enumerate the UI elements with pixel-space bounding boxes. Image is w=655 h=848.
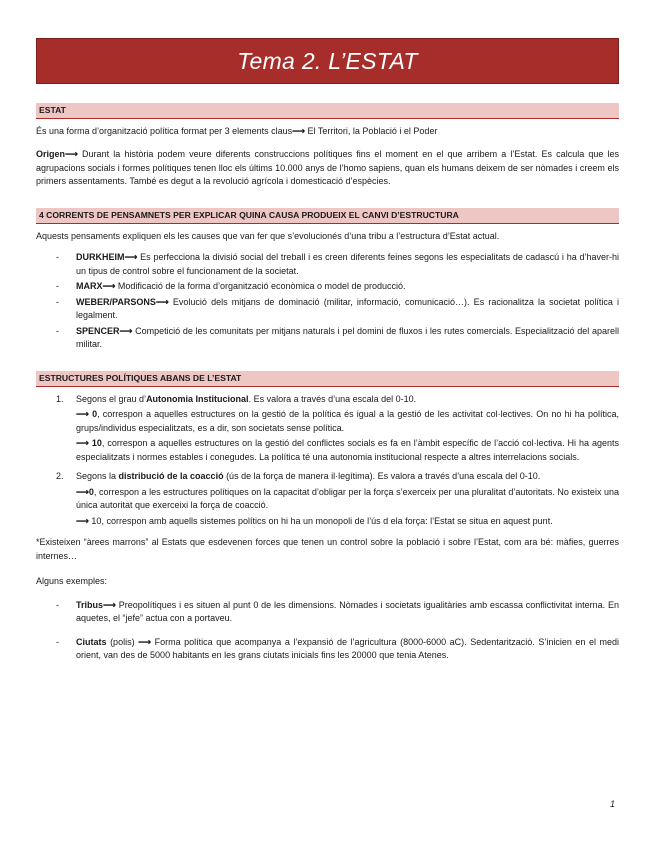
item-text: Segons la: [76, 471, 119, 482]
item-text: Competició de les comunitats per mitjans naturals i pel domini de fluxos i les rutes comercials. Especialització del aparell militar.: [76, 325, 619, 350]
item-text: Es perfecciona la divisió social del treball i es creen diferents feines segons les especialitats de cadascú i ha d’haver-hi un tipus de control sobre el funcionament de la societat.: [76, 252, 619, 276]
item-text: Preopolítiques i es situen al punt 0 de les dimensions. Nòmades i societats igualitàries amb escassa conflictivitat interna. En aquetes, el “jefe” actua con a portaveu.: [76, 599, 619, 624]
list-item: - DURKHEIM⟶ Es perfecciona la divisió social del treball i es creen diferents feines segons les especialitats de cadascú i ha d’haver-hi un tipus de control sobre el funcionament de la societat.: [56, 252, 619, 276]
corrents-intro: Aquests pensaments expliquen els les causes que van fer que s’evolucionés d’una tribu a l’estructura d’Estat actual.: [36, 230, 500, 241]
estat-intro: [36, 125, 619, 139]
list-item: - WEBER/PARSONS⟶ Evolució dels mitjans de dominació (militar, informació, comunicació…). Es racionalitza la societat política i legalment.: [56, 296, 619, 321]
sub-item: [76, 408, 619, 435]
arrow-icon: ⟶: [76, 409, 89, 420]
arrow-icon: ⟶: [124, 252, 138, 263]
estat-intro-rest: El Territori, la Població i el Poder: [305, 125, 438, 136]
arrow-icon: ⟶: [119, 325, 133, 336]
item-number: 1.: [56, 393, 64, 404]
sub-lead: 10: [91, 515, 102, 526]
list-item: - Ciutats (polis) ⟶ Forma política que acompanya a l’expansió de l’agricultura (8000-6000 aC). Sedentarització. S’inicien en el medi orient, van des de 5000 habitants en les grans ciutats inicials fins les 20000 que tenia Atenes.: [56, 636, 619, 661]
item-label: Tribus: [76, 599, 104, 610]
arrow-icon: ⟶: [103, 599, 116, 610]
origen-text: Durant la història podem veure diferents construccions polítiques fins el moment en el que arribem a l’Estat. Es calcula que les agrupacions socials i formes polítiques tenen lloc els últims 10.000 anys de l’homo sapiens, quan els humans deixem de ser nòmades i creem els primers assentaments. També es degut a la revolució agrícola i domesticació d’espècies.: [36, 149, 619, 187]
item-text: Modificació de la forma d’organització econòmica o model de producció.: [115, 281, 406, 292]
item-label: DURKHEIM: [76, 252, 125, 263]
estat-intro-text: És una forma d’organització política format per 3 elements claus: [36, 125, 293, 136]
sub-item: [76, 437, 619, 464]
list-item: - Tribus⟶ Preopolítiques i es situen al punt 0 de les dimensions. Nòmades i societats igualitàries amb escassa conflictivitat interna. En aquetes, el “jefe” actua con a portaveu.: [56, 599, 619, 624]
item-label: Ciutats: [76, 636, 107, 647]
estructures-list: [36, 393, 619, 529]
examples-label: Alguns exemples:: [36, 576, 108, 587]
item-label: MARX: [76, 281, 103, 292]
list-item: [36, 393, 619, 465]
item-label: WEBER/PARSONS: [76, 296, 156, 307]
section-header-estat: ESTAT: [36, 103, 619, 119]
sub-text: , correspon a aquelles estructures on la gestió del conflictes socials es fa en l’àmbit específic de l’acció col·lectiva. Hi ha agents especialitzats i normes estables i conegudes. La política té una autonomia institucional respecte a altres interrelacions socials.: [76, 438, 619, 462]
arrow-icon: ⟶: [292, 125, 306, 136]
item-text: Evolució dels mitjans de dominació (militar, informació, comunicació…). Es racionalitza la societat política i legalment.: [76, 296, 619, 321]
arrow-icon: ⟶: [102, 281, 116, 292]
list-item: [36, 470, 619, 528]
arrow-icon: ⟶: [65, 149, 78, 160]
sub-lead: 0: [92, 409, 98, 420]
origen-paragraph: [36, 148, 619, 189]
item-label: Autonomia Institucional: [146, 393, 249, 404]
page-number: 1: [609, 799, 615, 809]
item-label: distribució de la coacció: [118, 471, 224, 482]
arrow-icon: ⟶: [155, 296, 169, 307]
arrow-icon: ⟶: [138, 636, 152, 647]
examples-list: [36, 599, 619, 663]
document-page: [36, 38, 619, 665]
sub-item: [76, 486, 619, 513]
page-title: Tema 2. L’ESTAT: [36, 38, 619, 84]
note-paragraph: *Existeixen “àrees marrons” al Estats que esdevenen forces que tenen un control sobre la població i sobre l’Estat, com ara bé: màfies, guerres internes…: [36, 537, 619, 561]
item-mid: (polis): [106, 636, 139, 647]
list-item: - MARX⟶ Modificació de la forma d’organització econòmica o model de producció.: [56, 281, 406, 292]
arrow-icon: ⟶: [76, 438, 89, 449]
arrow-icon: ⟶: [76, 486, 89, 497]
item-label: SPENCER: [76, 325, 120, 336]
item-text: Forma política que acompanya a l’expansió de l’agricultura (8000-6000 aC). Sedentarització. S’inicien en el medi orient, van des de 5000 habitants en les grans ciutats inicials fins les 20000 que tenia Atenes.: [76, 636, 619, 661]
sub-lead: 0: [88, 486, 94, 497]
arrow-icon: ⟶: [76, 515, 89, 526]
section-header-corrents: 4 CORRENTS DE PENSAMNETS PER EXPLICAR QUINA CAUSA PRODUEIX EL CANVI D’ESTRUCTURA: [36, 208, 619, 224]
sub-text: , correspon a aquelles estructures on la gestió de la política és igual a la gestió de les activitat col·lectives. On no hi ha política, grups/individus especialitzats, es a dir, son societats sense política.: [76, 409, 619, 433]
origen-label: Origen: [36, 149, 66, 160]
item-text: (ús de la força de manera il·legítima). Es valora a través d’una escala del 0-10.: [223, 471, 541, 482]
sub-item: [76, 515, 619, 529]
sub-text: , correspon amb aquells sistemes polítics on hi ha un monopoli de l’ús d ela força: l’Estat se situa en aquest punt.: [101, 515, 553, 526]
sub-lead: 10: [91, 438, 102, 449]
list-item: - SPENCER⟶ Competició de les comunitats per mitjans naturals i pel domini de fluxos i les rutes comercials. Especialització del aparell militar.: [56, 325, 619, 350]
item-text: . Es valora a través d’una escala del 0-10.: [248, 393, 417, 404]
item-text: Segons el grau d’: [76, 393, 147, 404]
section-header-estructures: ESTRUCTURES POLÍTIQUES ABANS DE L’ESTAT: [36, 371, 619, 387]
item-number: 2.: [56, 471, 64, 482]
sub-text: , correspon a les estructures polítiques on la capacitat d’obligar per la força s’exerceix per una pluralitat d’autoritats. No existeix una única autoritat que exerceixi la força de coacció.: [76, 486, 619, 511]
corrents-list: [36, 251, 619, 352]
